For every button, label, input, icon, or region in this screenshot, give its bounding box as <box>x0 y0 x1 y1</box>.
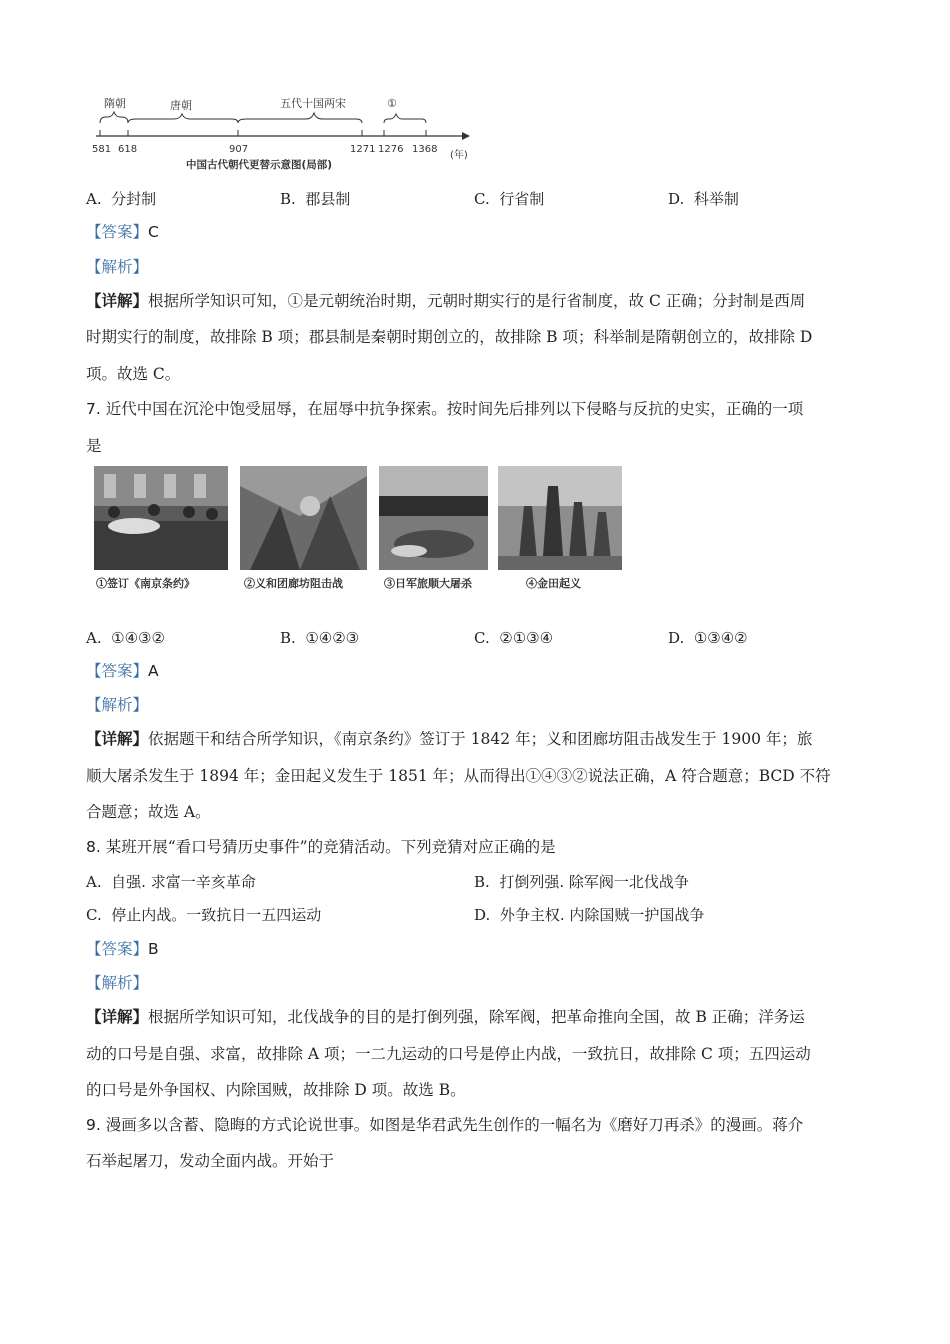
q8-detail-line-2: 动的口号是自强、求富，故排除 A 项；一二九运动的口号是停止内战，一致抗日，故排除 C 项；五四运动 <box>86 1045 811 1063</box>
option-text: ①④③② <box>111 629 165 647</box>
q7-option-c[interactable] <box>474 628 553 648</box>
option-letter: D. <box>668 629 685 647</box>
brace-circle1 <box>384 114 426 123</box>
year-618: 618 <box>118 144 138 155</box>
question-number: 7. <box>86 400 101 418</box>
option-letter: A. <box>86 873 102 891</box>
q6-option-a[interactable] <box>86 189 156 209</box>
q9-stem-line-2: 石举起屠刀，发动全面内战。开始于 <box>86 1152 335 1170</box>
option-text: 分封制 <box>111 190 157 208</box>
question-number: 8. <box>86 838 101 856</box>
timeline-arrow <box>462 132 470 140</box>
q7-option-b[interactable] <box>280 628 359 648</box>
answer-tag: 【答案】 <box>86 662 149 680</box>
option-letter: B. <box>474 873 490 891</box>
answer-value: B <box>148 940 159 958</box>
q7-option-d[interactable] <box>668 628 748 648</box>
year-1271: 1271 <box>350 144 376 155</box>
q9-stem-line-1 <box>86 1115 803 1135</box>
q8-stem <box>86 837 556 857</box>
q8-option-b[interactable] <box>474 872 689 892</box>
answer-tag: 【答案】 <box>86 940 149 958</box>
brace-sui <box>100 112 128 123</box>
photo-treaty-signing <box>94 466 228 570</box>
photo-jintian-svg <box>498 466 622 570</box>
q8-analysis-tag: 【解析】 <box>86 974 149 992</box>
photo-treaty-svg <box>94 466 228 570</box>
option-text: ①③④② <box>693 629 748 647</box>
stem-text: 某班开展“看口号猜历史事件”的竞猜活动。下列竞猜对应正确的是 <box>105 838 556 856</box>
q8-detail-line-3: 的口号是外争国权、内除国贼，故排除 D 项。故选 B。 <box>86 1081 466 1099</box>
option-letter: B. <box>280 629 296 647</box>
q7-stem-line-2: 是 <box>86 437 102 455</box>
answer-tag: 【答案】 <box>86 223 149 241</box>
q6-option-d[interactable] <box>668 189 739 209</box>
caption-lushun: ③日军旅顺大屠杀 <box>384 577 472 590</box>
q6-analysis-tag: 【解析】 <box>86 258 149 276</box>
option-text: 打倒列强. 除军阀一北伐战争 <box>499 873 689 891</box>
dynasty-timeline-figure <box>86 90 486 170</box>
q6-detail-line-2: 时期实行的制度，故排除 B 项；郡县制是秦朝时期创立的，故排除 B 项；科举制是隋朝创立的，故排除 D <box>86 328 813 346</box>
q8-detail-line-1 <box>86 1007 805 1027</box>
option-letter: A. <box>86 190 102 208</box>
photo-langfang-svg <box>240 466 367 570</box>
option-letter: A. <box>86 629 102 647</box>
q6-option-c[interactable] <box>474 189 544 209</box>
q6-detail-line-3: 项。故选 C。 <box>86 365 181 383</box>
detail-tag: 【详解】 <box>86 291 149 310</box>
option-letter: C. <box>474 629 490 647</box>
option-text: 停止内战。一致抗日一五四运动 <box>111 906 322 924</box>
option-text: ①④②③ <box>305 629 360 647</box>
timeline-ticks <box>100 130 426 136</box>
q8-option-d[interactable] <box>474 905 704 925</box>
option-text: 科举制 <box>693 190 739 208</box>
label-wudai: 五代十国两宋 <box>280 97 346 110</box>
option-letter: B. <box>280 190 296 208</box>
option-text: 外争主权. 内除国贼一护国战争 <box>499 906 705 924</box>
stem-text: 漫画多以含蓄、隐晦的方式论说世事。如图是华君武先生创作的一幅名为《磨好刀再杀》的漫画。蒋介 <box>105 1116 804 1134</box>
year-907: 907 <box>229 144 249 155</box>
q7-option-a[interactable] <box>86 628 165 648</box>
option-text: 郡县制 <box>305 190 351 208</box>
brace-tang <box>128 114 238 123</box>
detail-tag: 【详解】 <box>86 729 149 748</box>
q8-answer <box>86 939 159 959</box>
photo-jintian-uprising <box>498 466 622 570</box>
label-sui: 隋朝 <box>104 97 126 110</box>
option-letter: C. <box>86 906 102 924</box>
option-text: 自强. 求富一辛亥革命 <box>111 873 256 891</box>
answer-value: C <box>148 223 159 241</box>
label-tang: 唐朝 <box>170 99 192 112</box>
q7-answer <box>86 661 159 681</box>
q7-analysis-tag: 【解析】 <box>86 696 149 714</box>
detail-text: 依据题干和结合所学知识，《南京条约》签订于 1842 年；义和团廊坊阻击战发生于 1900 年；旅 <box>148 730 813 748</box>
q7-detail-line-3: 合题意；故选 A。 <box>86 803 211 821</box>
q6-detail-line-1 <box>86 291 805 311</box>
option-text: ②①③④ <box>499 629 554 647</box>
q7-detail-line-2: 顺大屠杀发生于 1894 年；金田起义发生于 1851 年；从而得出①④③②说法正确，A 符合题意；BCD 不符 <box>86 767 831 785</box>
timeline-caption: 中国古代朝代更替示意图(局部) <box>186 159 333 170</box>
q6-option-b[interactable] <box>280 189 350 209</box>
answer-value: A <box>148 662 159 680</box>
option-letter: D. <box>668 190 685 208</box>
option-letter: D. <box>474 906 491 924</box>
option-text: 行省制 <box>499 190 545 208</box>
year-1276: 1276 <box>378 144 404 155</box>
year-581: 581 <box>92 144 112 155</box>
caption-jintian: ④金田起义 <box>526 577 581 590</box>
question-number: 9. <box>86 1116 101 1134</box>
q8-option-a[interactable] <box>86 872 256 892</box>
year-unit: (年) <box>450 150 468 161</box>
label-circle1: ① <box>387 97 397 110</box>
photo-langfang-battle <box>240 466 367 570</box>
detail-tag: 【详解】 <box>86 1007 149 1026</box>
photo-lushun-massacre <box>379 466 488 570</box>
q7-detail-line-1 <box>86 729 812 749</box>
caption-treaty: ①签订《南京条约》 <box>96 577 195 590</box>
caption-langfang: ②义和团廊坊阻击战 <box>244 577 343 590</box>
detail-text: 根据所学知识可知，北伐战争的目的是打倒列强，除军阀，把革命推向全国，故 B 正确；洋务运 <box>148 1008 805 1026</box>
stem-text: 近代中国在沉沦中饱受屈辱，在屈辱中抗争探索。按时间先后排列以下侵略与反抗的史实，正确的一项 <box>105 400 804 418</box>
photo-lushun-svg <box>379 466 488 570</box>
year-1368: 1368 <box>412 144 438 155</box>
q7-stem-line-1 <box>86 399 803 419</box>
q8-option-c[interactable] <box>86 905 321 925</box>
brace-wudai <box>238 113 362 123</box>
detail-text: 根据所学知识可知，①是元朝统治时期，元朝时期实行的是行省制度，故 C 正确；分封制是西周 <box>148 292 806 310</box>
timeline-svg <box>86 90 486 170</box>
option-letter: C. <box>474 190 490 208</box>
q6-answer <box>86 222 159 242</box>
